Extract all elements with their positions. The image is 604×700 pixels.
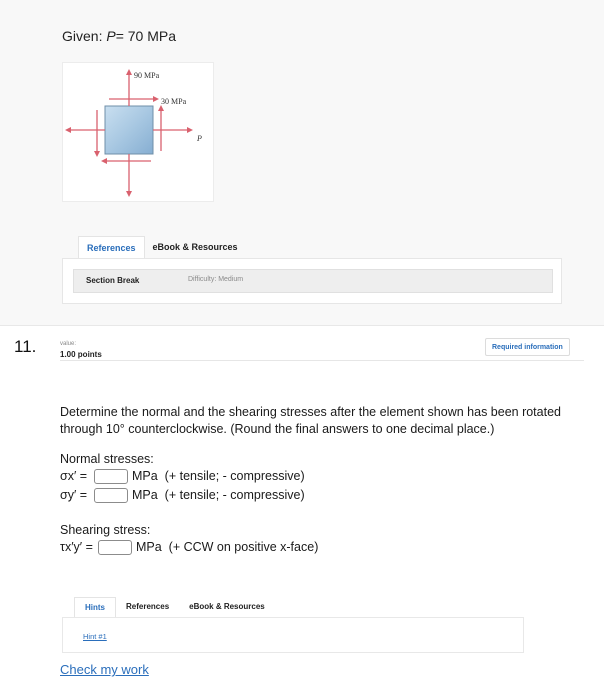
tab-references-bottom[interactable]: References xyxy=(126,602,170,611)
sigma-x-row xyxy=(60,468,305,484)
tab-references[interactable]: References xyxy=(78,236,145,258)
tau-row xyxy=(60,539,318,555)
given-statement xyxy=(62,28,176,44)
value-label: value: xyxy=(60,341,77,347)
top-resource-tabs xyxy=(78,236,246,258)
right-arrowhead xyxy=(187,127,193,133)
bottom-shear-arrowhead xyxy=(101,158,107,164)
previous-question-section xyxy=(0,0,604,326)
tau-symbol: τx′y′ = xyxy=(60,540,93,554)
label-shear-stress: 30 MPa xyxy=(161,97,187,106)
stress-element-diagram xyxy=(63,63,215,203)
given-variable: P xyxy=(106,28,116,44)
tau-note: (+ CCW on positive x-face) xyxy=(168,540,319,554)
sigma-y-unit: MPa xyxy=(132,488,158,502)
sigma-y-input[interactable] xyxy=(94,488,128,503)
top-shear-arrowhead xyxy=(153,96,159,102)
tau-unit: MPa xyxy=(136,540,162,554)
given-rest: = 70 MPa xyxy=(115,28,177,44)
left-shear-arrowhead xyxy=(94,151,100,157)
section-break-label: Section Break xyxy=(86,276,140,285)
required-information-button[interactable]: Required information xyxy=(485,338,570,356)
sigma-x-note: (+ tensile; - compressive) xyxy=(164,469,305,483)
question-prompt: Determine the normal and the shearing stresses after the element shown has been rotated through 10° counterclockwise. (Round the final answers to one decimal place.) xyxy=(60,405,561,436)
tau-input[interactable] xyxy=(98,540,132,555)
section-panel xyxy=(62,258,562,304)
section-break-bar xyxy=(73,269,553,293)
left-arrowhead xyxy=(65,127,71,133)
tab-ebook-resources-bottom[interactable]: eBook & Resources xyxy=(189,602,265,611)
sigma-y-symbol: σy′ = xyxy=(60,488,88,502)
stress-element-figure xyxy=(62,62,214,202)
question-divider xyxy=(60,360,584,361)
tab-hints[interactable]: Hints xyxy=(74,597,116,617)
top-arrowhead xyxy=(126,69,132,75)
bottom-arrowhead xyxy=(126,191,132,197)
normal-stresses-heading: Normal stresses: xyxy=(60,452,154,466)
sigma-x-symbol: σx′ = xyxy=(60,469,88,483)
hints-panel xyxy=(62,617,524,653)
sigma-y-row xyxy=(60,487,305,503)
label-p: P xyxy=(197,134,202,143)
question-number: 11. xyxy=(14,337,37,356)
shearing-stress-heading: Shearing stress: xyxy=(60,523,151,537)
sigma-y-note: (+ tensile; - compressive) xyxy=(164,488,305,502)
given-prefix: Given: xyxy=(62,28,107,44)
sigma-x-input[interactable] xyxy=(94,469,128,484)
difficulty-label: Difficulty: Medium xyxy=(188,276,244,283)
tab-ebook-resources[interactable]: eBook & Resources xyxy=(152,242,238,252)
check-my-work-link[interactable]: Check my work xyxy=(60,662,149,677)
points-value: 1.00 points xyxy=(60,350,102,359)
label-top-stress: 90 MPa xyxy=(134,71,160,80)
hint-1-link[interactable]: Hint #1 xyxy=(83,632,107,641)
sigma-x-unit: MPa xyxy=(132,469,158,483)
bottom-resource-tabs xyxy=(74,597,275,617)
stress-element-square xyxy=(105,106,153,154)
